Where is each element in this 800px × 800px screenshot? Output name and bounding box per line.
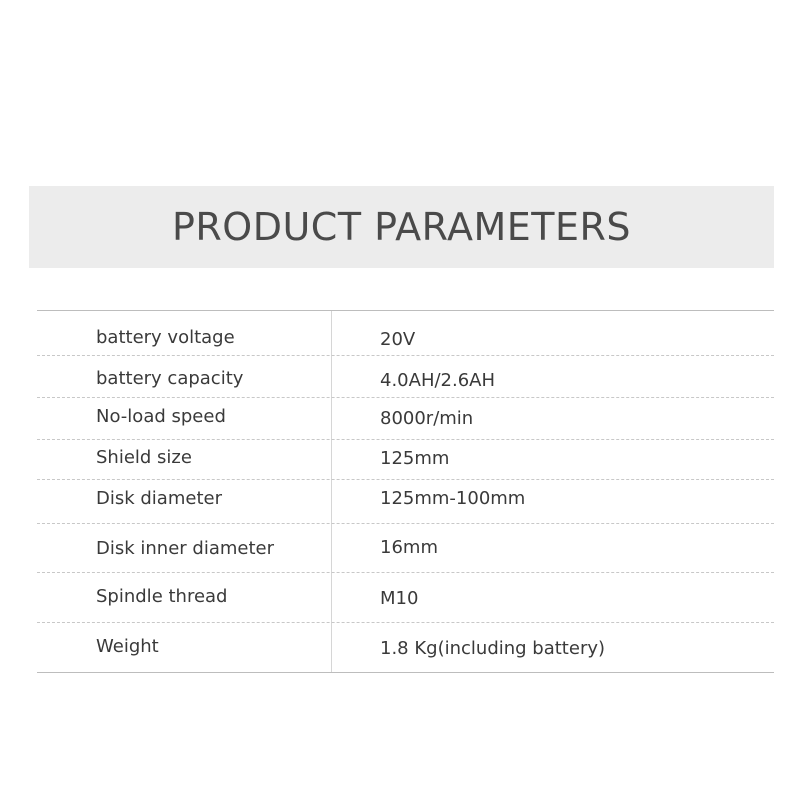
spec-label: Spindle thread [96,586,228,607]
spec-value: 8000r/min [380,408,474,429]
spec-label: No-load speed [96,406,226,427]
spec-label: Disk diameter [96,488,222,509]
spec-value: 1.8 Kg(including battery) [380,638,606,659]
table-bottom-rule [37,672,774,673]
table-row [37,523,774,573]
spec-value: M10 [380,588,419,609]
spec-value: 125mm [380,448,450,469]
table-row [37,397,774,440]
table-row [37,311,774,356]
spec-value: 16mm [380,537,438,558]
table-row [37,622,774,672]
spec-label: Weight [96,636,159,657]
title-band [29,186,774,268]
spec-label: Shield size [96,447,192,468]
table-row [37,355,774,398]
table-row [37,439,774,480]
spec-value: 20V [380,329,416,350]
spec-label: battery voltage [96,327,235,348]
spec-value: 4.0AH/2.6AH [380,370,496,391]
spec-label: Disk inner diameter [96,538,274,559]
spec-label: battery capacity [96,368,244,389]
table-row [37,479,774,524]
page-title: PRODUCT PARAMETERS [171,205,631,249]
spec-value: 125mm-100mm [380,488,526,509]
table-row [37,572,774,623]
